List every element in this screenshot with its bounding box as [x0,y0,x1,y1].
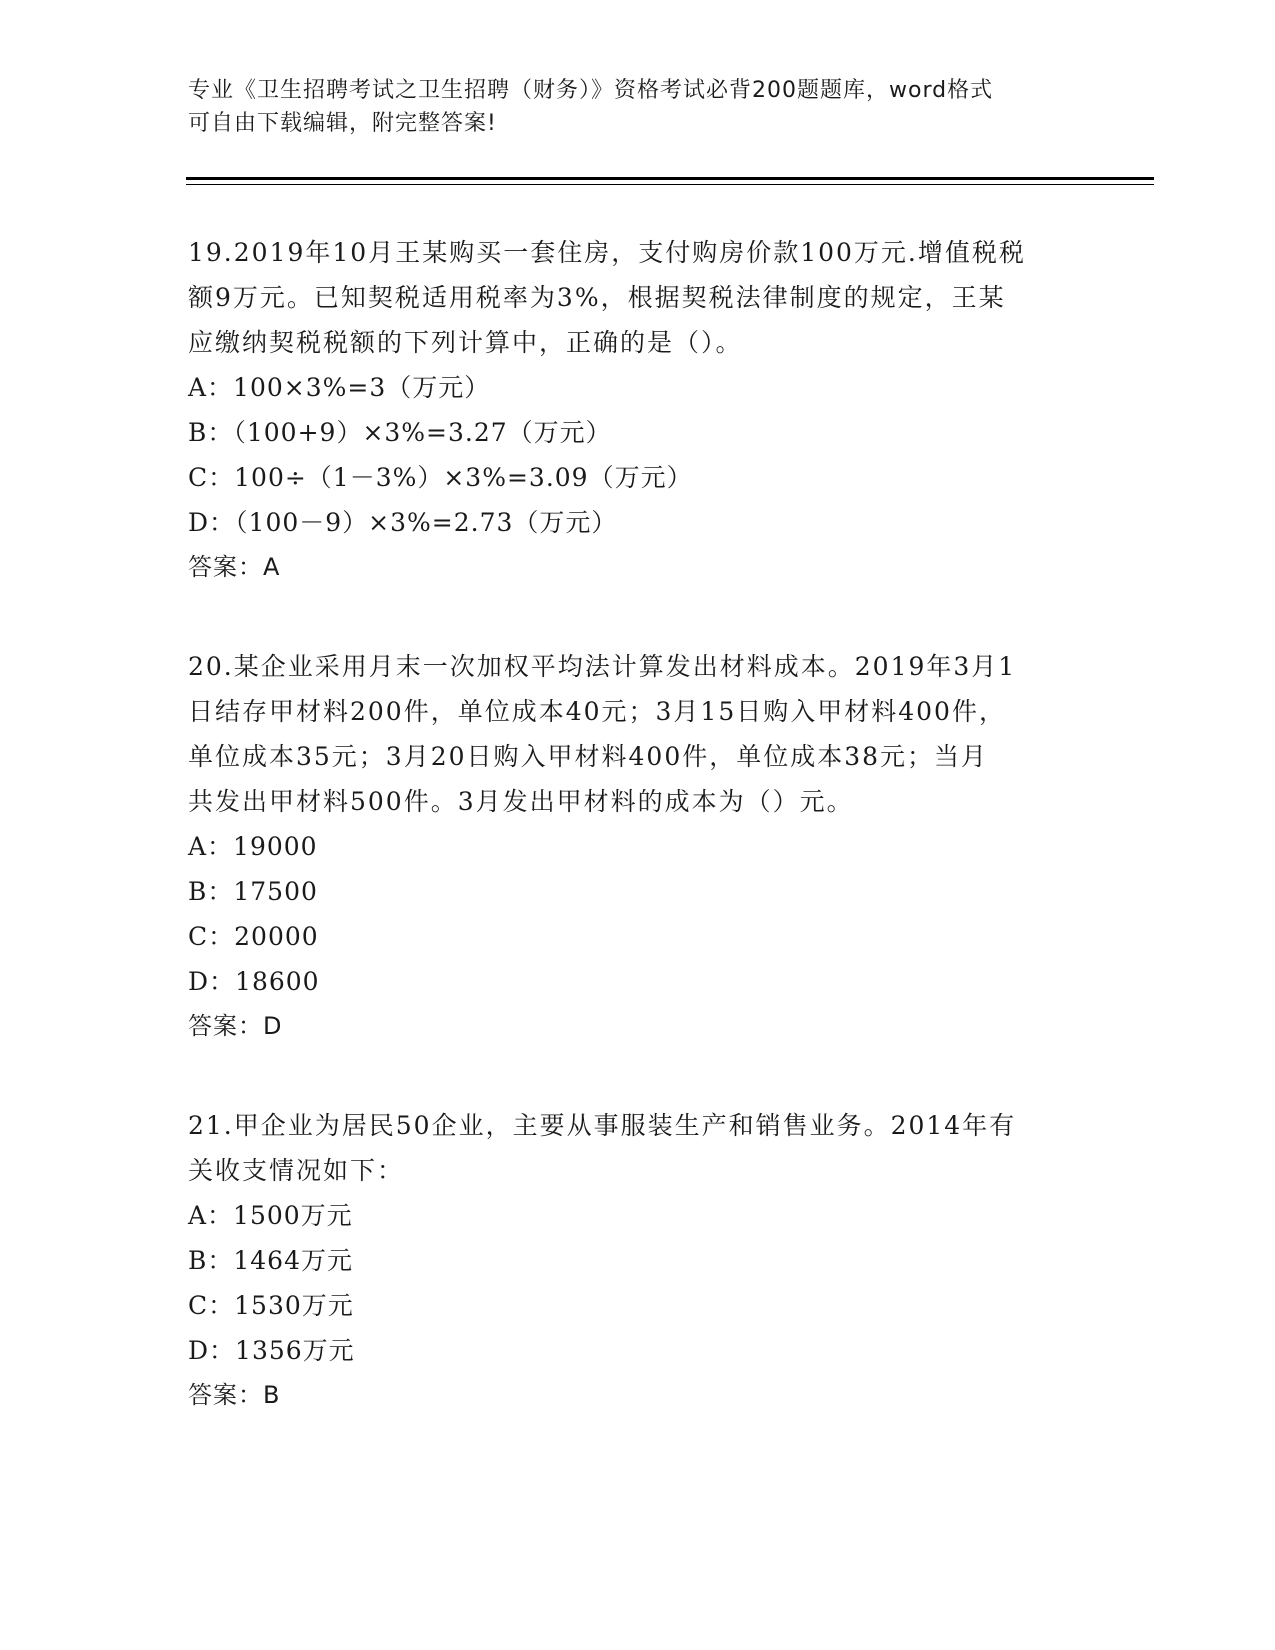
question-21 [188,1103,1088,1418]
option-b: B：17500 [188,877,318,906]
question-stem-line: 关收支情况如下： [188,1156,405,1185]
header-divider-thick [186,177,1154,180]
header-title-line-1: 专业《卫生招聘考试之卫生招聘（财务）》资格考试必背200题题库，word格式 [188,78,994,103]
header-title-line-2: 可自由下载编辑，附完整答案! [188,111,497,136]
question-stem-line: 19.2019年10月王某购买一套住房，支付购房价款100万元.增值税税 [188,238,1026,267]
question-stem-line: 日结存甲材料200件，单位成本40元；3月15日购入甲材料400件， [188,697,1006,726]
answer-line: 答案：D [188,1012,283,1040]
option-d: D：1356万元 [188,1336,355,1365]
option-c: C：1530万元 [188,1291,354,1320]
header-divider-thin [186,184,1154,185]
question-stem-line: 额9万元。已知契税适用税率为3%，根据契税法律制度的规定，王某 [188,283,1006,312]
option-a: A：1500万元 [188,1201,353,1230]
option-d: D：18600 [188,967,320,996]
question-stem-line: 单位成本35元；3月20日购入甲材料400件，单位成本38元；当月 [188,742,989,771]
question-stem-line: 共发出甲材料500件。3月发出甲材料的成本为（）元。 [188,787,854,816]
option-a: A：100×3%=3（万元） [188,373,491,402]
option-c: C：100÷（1－3%）×3%=3.09（万元） [188,463,693,492]
answer-line: 答案：A [188,553,281,581]
option-b: B：1464万元 [188,1246,353,1275]
question-stem-line: 20.某企业采用月末一次加权平均法计算发出材料成本。2019年3月1 [188,652,1017,681]
option-b: B：（100+9）×3%=3.27（万元） [188,418,612,447]
answer-line: 答案：B [188,1381,281,1409]
option-d: D：（100－9）×3%=2.73（万元） [188,508,618,537]
document-header [188,74,1068,140]
option-c: C：20000 [188,922,319,951]
option-a: A：19000 [188,832,318,861]
question-stem-line: 应缴纳契税税额的下列计算中，正确的是（）。 [188,328,743,357]
question-19 [188,230,1088,590]
question-stem-line: 21.甲企业为居民50企业，主要从事服装生产和销售业务。2014年有 [188,1111,1017,1140]
question-20 [188,644,1088,1049]
